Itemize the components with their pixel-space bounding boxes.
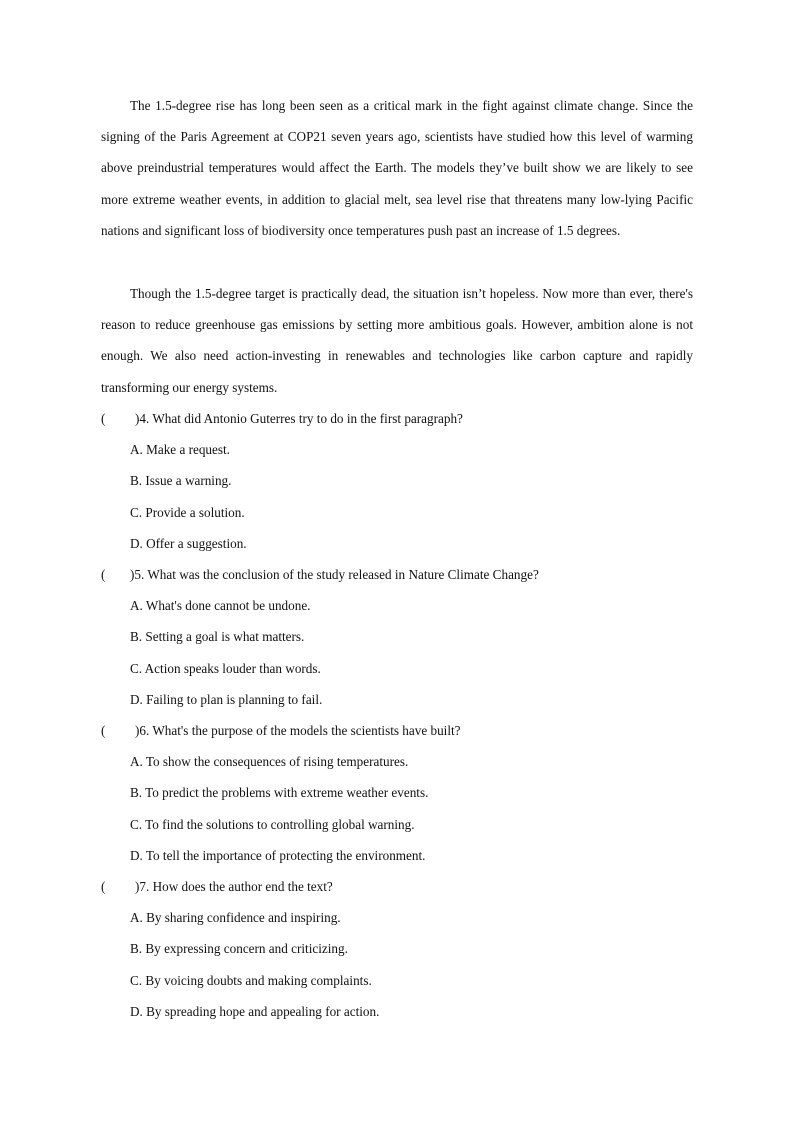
option-a: A. To show the consequences of rising temperatures. bbox=[130, 754, 409, 770]
option-c: C. By voicing doubts and making complaints. bbox=[130, 972, 372, 988]
passage-paragraph-1: The 1.5-degree rise has long been seen as a critical mark in the fight against climate change. Since the signing of the Paris Agreement at COP21 seven years ago, scientists have studied how this level of warming above preindustrial temperatures would affect the Earth. The models they’ve built show we are likely to see more extreme weather events, in addition to glacial melt, sea level rise that threatens many low-lying Pacific nations and significant loss of biodiversity once temperatures push past an increase of 1.5 degrees. bbox=[101, 98, 693, 238]
option-c: C. To find the solutions to controlling global warning. bbox=[130, 816, 415, 832]
question-stem bbox=[101, 559, 701, 590]
question-text: )5. What was the conclusion of the study released in Nature Climate Change? bbox=[130, 567, 539, 582]
answer-blank[interactable]: ( bbox=[101, 567, 106, 582]
question-text: )4. What did Antonio Guterres try to do in the first paragraph? bbox=[135, 411, 463, 426]
option-b: B. Setting a goal is what matters. bbox=[130, 629, 305, 645]
option-d: D. Failing to plan is planning to fail. bbox=[130, 691, 323, 707]
option-c: C. Action speaks louder than words. bbox=[130, 660, 321, 676]
option-c: C. Provide a solution. bbox=[130, 504, 245, 520]
option-d: D. To tell the importance of protecting the environment. bbox=[130, 847, 426, 863]
option-a: A. Make a request. bbox=[130, 442, 230, 458]
question-7 bbox=[101, 871, 701, 1027]
question-stem bbox=[101, 715, 701, 746]
question-stem bbox=[101, 403, 701, 434]
question-5 bbox=[101, 559, 701, 715]
option-b: B. To predict the problems with extreme weather events. bbox=[130, 785, 429, 801]
answer-blank[interactable]: ( bbox=[101, 723, 106, 738]
question-4 bbox=[101, 403, 701, 559]
answer-blank[interactable]: ( bbox=[101, 879, 106, 894]
option-a: A. What's done cannot be undone. bbox=[130, 598, 311, 614]
option-b: B. By expressing concern and criticizing. bbox=[130, 941, 348, 957]
option-d: D. By spreading hope and appealing for action. bbox=[130, 1003, 380, 1019]
question-text: )7. How does the author end the text? bbox=[135, 879, 333, 894]
option-d: D. Offer a suggestion. bbox=[130, 535, 247, 551]
option-a: A. By sharing confidence and inspiring. bbox=[130, 910, 341, 926]
question-6 bbox=[101, 715, 701, 871]
question-text: )6. What's the purpose of the models the scientists have built? bbox=[135, 723, 461, 738]
passage-paragraph-2: Though the 1.5-degree target is practically dead, the situation isn’t hopeless. Now more than ever, there's reason to reduce greenhouse gas emissions by setting more ambitious goals. However, ambition alone is not enough. We also need action-investing in renewables and technologies like carbon capture and rapidly transforming our energy systems. bbox=[101, 286, 693, 395]
answer-blank[interactable]: ( bbox=[101, 411, 106, 426]
option-b: B. Issue a warning. bbox=[130, 473, 232, 489]
question-stem bbox=[101, 871, 701, 902]
